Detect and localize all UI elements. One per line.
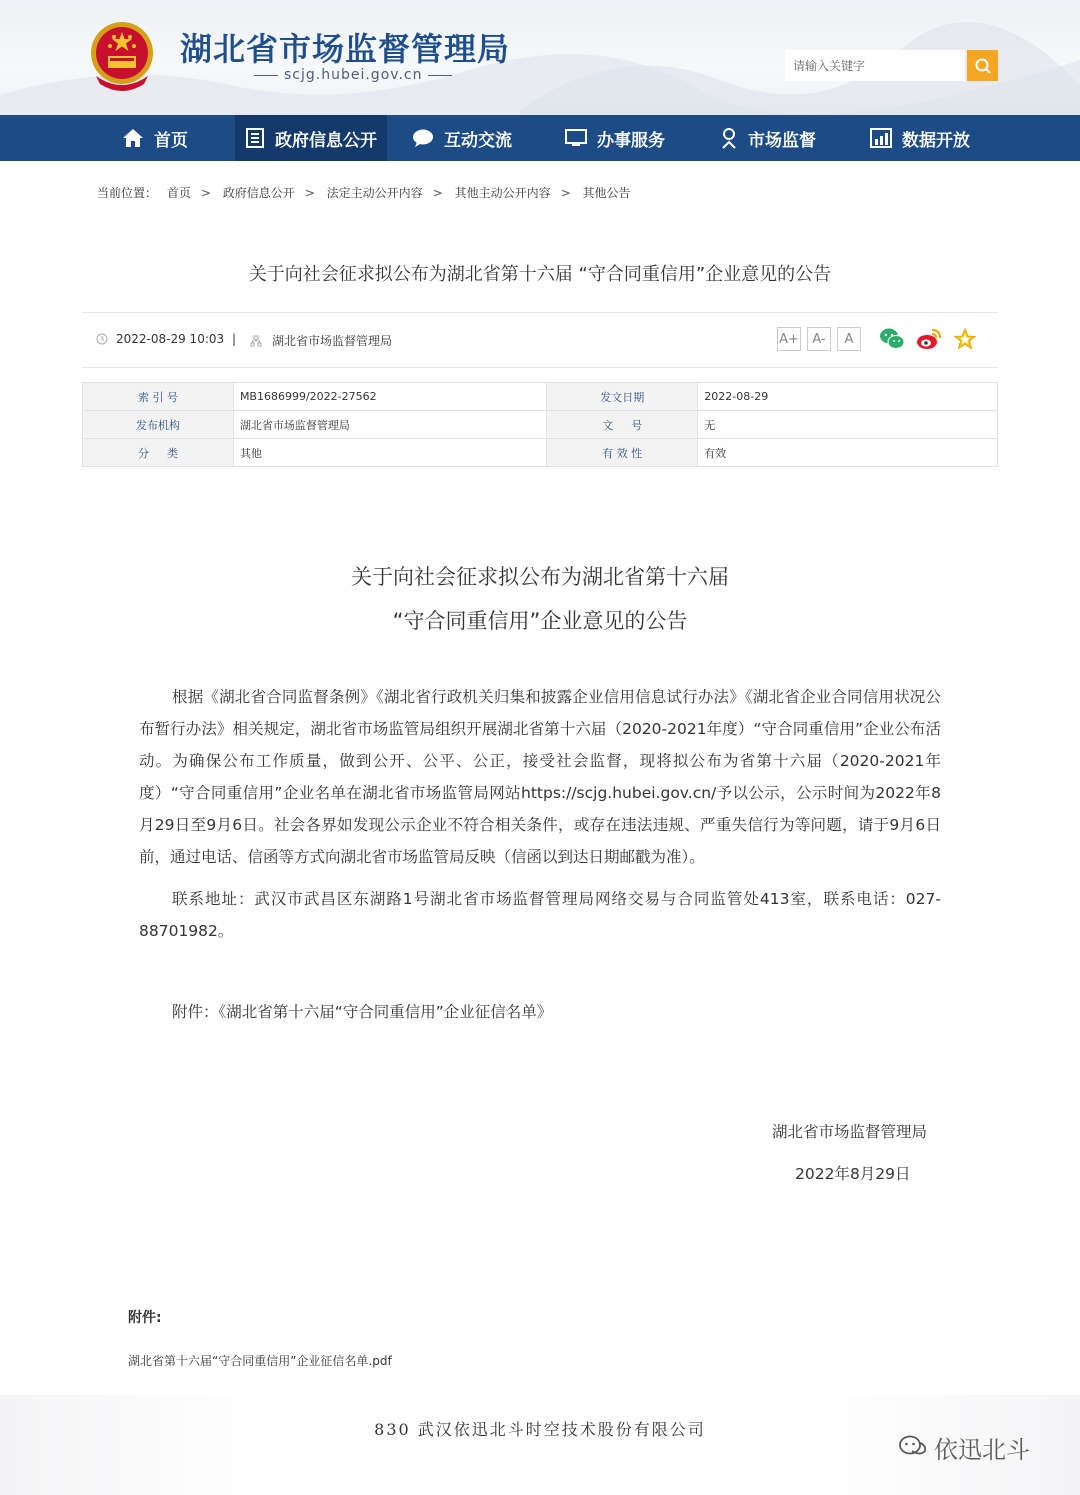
table-row	[83, 411, 998, 439]
body-paragraph-main: 根据《湖北省合同监督条例》《湖北省行政机关归集和披露企业信用信息试行办法》《湖北省企业合同信用状况公布暂行办法》相关规定，湖北省市场监管局组织开展湖北省第十六届（2020-2021年度）“守合同重信用”企业公布活动。为确保公布工作质量，做到公开、公平、公正，接受社会监督，现将拟公布为省第十六届（2020-2021年度）“守合同重信用”企业名单在湖北省市场监管局网站https://scjg.hubei.gov.cn/予以公示，公示时间为2022年8月29日至9月6日。社会各界如发现公示企业不符合相关条件，或存在违法违规、严重失信行为等问题，请于9月6日前，通过电话、信函等方式向湖北省市场监管局反映（信函以到达日期邮戳为准）。	[139, 688, 941, 866]
publish-date	[96, 332, 224, 346]
wechat-icon[interactable]	[879, 327, 905, 351]
breadcrumb-link-gov-info[interactable]: 政府信息公开	[222, 186, 295, 200]
breadcrumb-link-other-notices[interactable]: 其他公告	[582, 186, 631, 200]
breadcrumb-separator: >	[200, 186, 211, 200]
table-value-validity: 有效	[698, 439, 998, 467]
table-label-doc-number: 文 号	[547, 411, 698, 439]
document-title-line1: 关于向社会征求拟公布为湖北省第十六届	[351, 565, 729, 589]
font-increase-button[interactable]: A+	[777, 327, 801, 351]
table-label-publisher: 发布机构	[83, 411, 234, 439]
table-value-publisher: 湖北省市场监督管理局	[233, 411, 546, 439]
nav-item-gov-info[interactable]	[235, 115, 387, 161]
nav-item-interaction[interactable]	[402, 115, 532, 161]
breadcrumb-link-legal-disclosure[interactable]: 法定主动公开内容	[326, 186, 423, 200]
nav-item-label: 互动交流	[444, 130, 512, 151]
table-row	[83, 439, 998, 467]
site-domain: scjg.hubei.gov.cn	[248, 67, 458, 83]
breadcrumb-separator: >	[432, 186, 443, 200]
nav-item-home[interactable]	[112, 115, 222, 161]
wechat-watermark	[898, 1430, 1030, 1465]
site-header	[0, 0, 1080, 115]
nav-item-open-data[interactable]	[860, 115, 990, 161]
nav-item-label: 办事服务	[597, 130, 665, 151]
signature-date: 2022年8月29日	[795, 1165, 911, 1183]
breadcrumb-separator: >	[560, 186, 571, 200]
table-label-issue-date: 发文日期	[547, 383, 698, 411]
breadcrumb-link-home[interactable]: 首页	[166, 186, 191, 200]
breadcrumb	[97, 184, 636, 201]
breadcrumb-link-other-disclosure[interactable]: 其他主动公开内容	[454, 186, 551, 200]
organization-icon	[250, 335, 262, 347]
font-reset-button[interactable]: A	[837, 327, 861, 351]
table-row	[83, 383, 998, 411]
badge-person-icon	[720, 127, 738, 149]
weibo-icon[interactable]	[916, 327, 942, 351]
attachment-file-link[interactable]: 湖北省第十六届“守合同重信用”企业征信名单.pdf	[128, 1354, 392, 1368]
search-button[interactable]	[967, 50, 998, 81]
nav-item-label: 市场监督	[748, 130, 816, 151]
table-value-index: MB1686999/2022-27562	[233, 383, 546, 411]
wechat-official-account-icon	[898, 1434, 928, 1462]
table-label-index: 索 引 号	[83, 383, 234, 411]
nav-item-services[interactable]	[555, 115, 685, 161]
document-list-icon	[245, 128, 265, 148]
signature-organization: 湖北省市场监督管理局	[772, 1123, 928, 1141]
clock-icon	[96, 333, 108, 345]
site-title[interactable]: 湖北省市场监督管理局	[180, 30, 511, 68]
table-value-doc-number: 无	[698, 411, 998, 439]
nav-item-label: 数据开放	[902, 130, 970, 151]
font-decrease-button[interactable]: A-	[807, 327, 831, 351]
document-title-line2: “守合同重信用”企业意见的公告	[392, 609, 688, 633]
table-value-issue-date: 2022-08-29	[698, 383, 998, 411]
article-meta-bar	[82, 312, 998, 368]
footer-company-caption: 830 武汉依迅北斗时空技术股份有限公司	[374, 1420, 706, 1439]
publish-source-text: 湖北省市场监督管理局	[272, 334, 393, 348]
chat-bubble-icon	[412, 128, 434, 148]
bar-chart-icon	[870, 128, 892, 148]
table-label-validity: 有 效 性	[547, 439, 698, 467]
nav-item-label: 首页	[154, 130, 188, 151]
monitor-icon	[565, 128, 587, 148]
body-paragraph-attachment: 附件：《湖北省第十六届“守合同重信用”企业征信名单》	[172, 1003, 553, 1021]
document-title	[0, 555, 1080, 643]
main-nav	[0, 115, 1080, 161]
table-value-category: 其他	[233, 439, 546, 467]
attachments-label: 附件:	[128, 1310, 162, 1326]
meta-divider: |	[232, 332, 237, 346]
national-emblem-icon	[88, 20, 156, 92]
table-label-category: 分 类	[83, 439, 234, 467]
search-icon	[974, 57, 992, 75]
nav-item-market-supervision[interactable]	[710, 115, 840, 161]
favorite-star-icon[interactable]	[953, 327, 977, 351]
article-title: 关于向社会征求拟公布为湖北省第十六届 “守合同重信用”企业意见的公告	[248, 264, 832, 285]
breadcrumb-prefix: 当前位置：	[97, 186, 158, 200]
nav-item-label: 政府信息公开	[275, 130, 377, 151]
watermark-text: 依迅北斗	[934, 1436, 1030, 1464]
breadcrumb-separator: >	[304, 186, 315, 200]
body-paragraph-contact: 联系地址：武汉市武昌区东湖路1号湖北省市场监督管理局网络交易与合同监管处413室，联系电话：027-88701982。	[139, 890, 941, 940]
home-icon	[122, 128, 144, 148]
publish-date-text: 2022-08-29 10:03	[116, 332, 225, 346]
publish-source	[250, 332, 392, 349]
document-info-table	[82, 382, 998, 467]
search-input[interactable]	[785, 50, 965, 81]
